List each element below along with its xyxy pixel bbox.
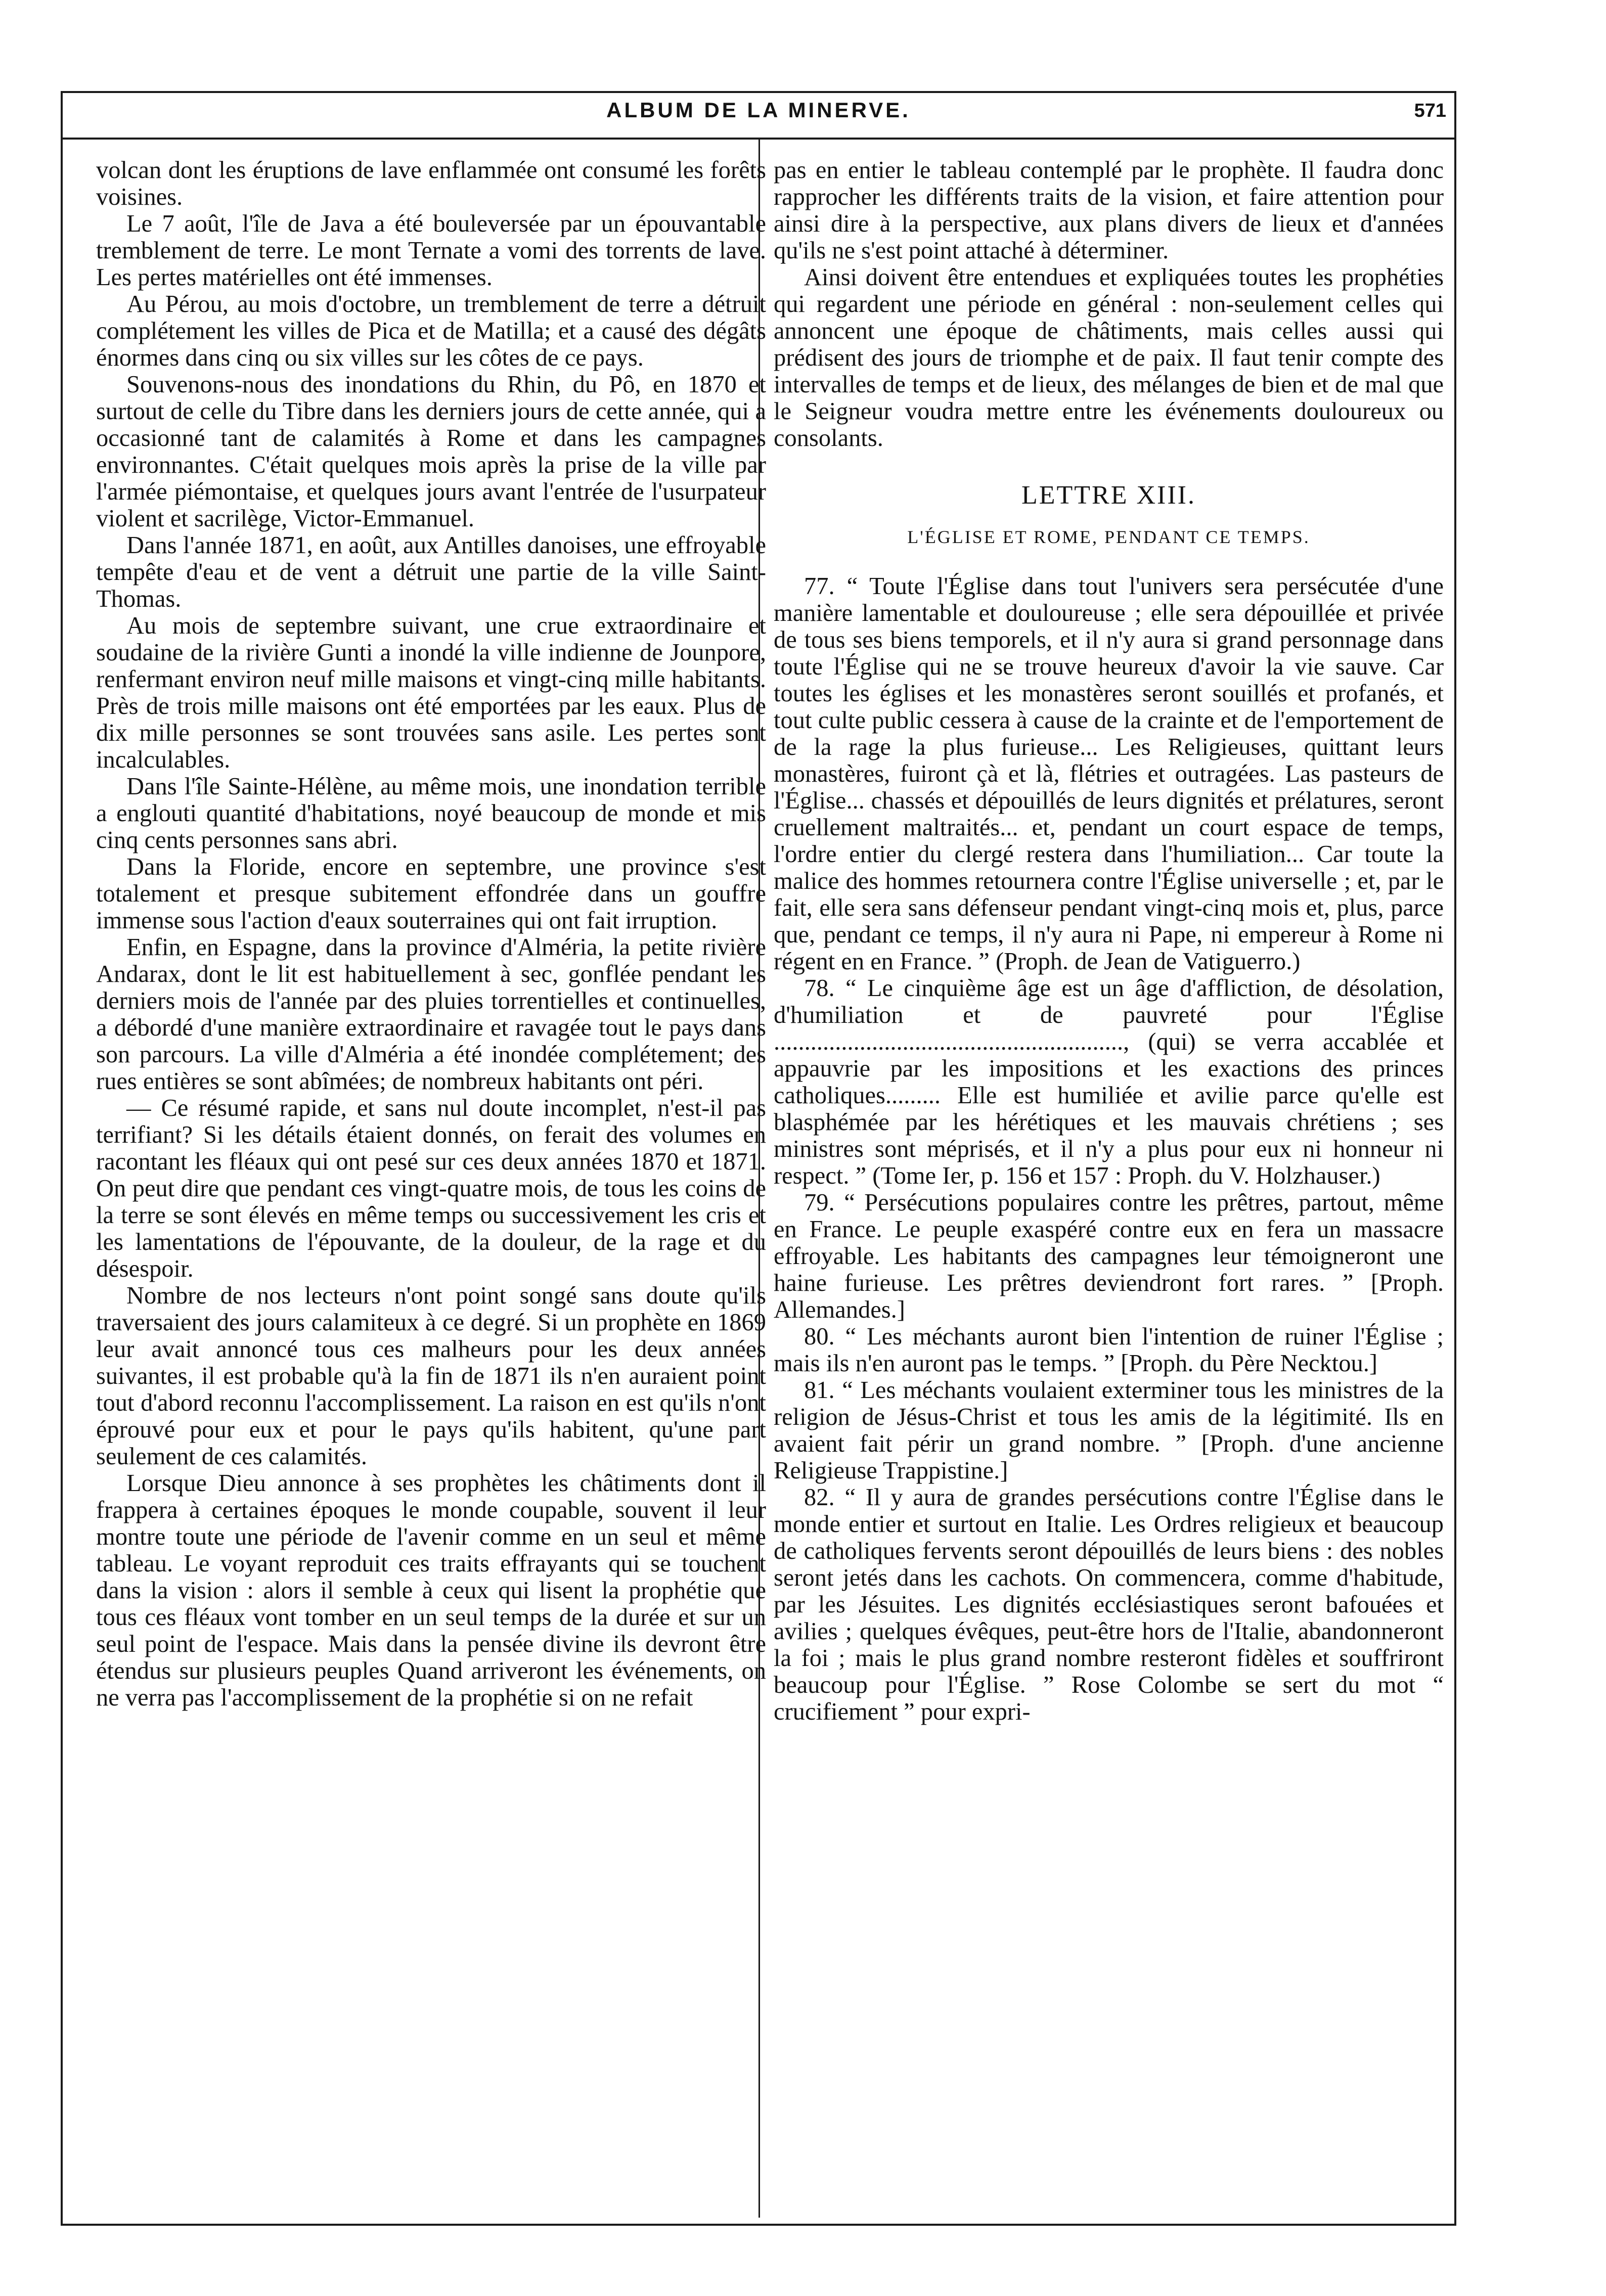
- quote-paragraph: 78. “ Le cinquième âge est un âge d'affliction, de désolation, d'humiliation et de pauvreté pour l'Église ........................................................., (qui) se verra accablée et appauvrie par les impositions et les exactions des princes catholiques......... Elle est humiliée et avilie parce qu'elle est blasphémée par les hérétiques et les mauvais chrétiens ; ses ministres sont méprisés, et il n'y a plus pour eux ni honneur ni respect. ” (Tome Ier, p. 156 et 157 : Proph. du V. Holzhauser.): [774, 975, 1444, 1189]
- letter-heading: LETTRE XIII.: [1021, 481, 1196, 510]
- running-title: ALBUM DE LA MINERVE.: [606, 98, 911, 122]
- paragraph: Ainsi doivent être entendues et expliquées toutes les prophéties qui regardent une période en général : non-seulement celles qui annoncent une époque de châtiments, mais celles aussi qui prédisent des jours de triomphe et de paix. Il faut tenir compte des intervalles de temps et de lieux, des mélanges de bien et de mal que le Seigneur voudra mettre entre les événements douloureux ou consolants.: [774, 264, 1444, 452]
- page-header: [61, 95, 1456, 136]
- paragraph: Dans la Floride, encore en septembre, une province s'est totalement et presque subitement effondrée dans un gouffre immense sous l'action d'eaux souterraines qui ont fait irruption.: [96, 853, 766, 934]
- page-number: 571: [1414, 100, 1446, 121]
- quote-paragraph: 82. “ Il y aura de grandes persécutions contre l'Église dans le monde entier et surtout en Italie. Les Ordres religieux et beaucoup de catholiques fervents seront dépouillés de leurs biens : des nobles seront jetés dans les cachots. On commencera, comme d'habitude, par les Jésuites. Les dignités ecclésiastiques seront bafouées et avilies ; quelques évêques, peut-être hors de l'Italie, abandonneront la foi ; mais le plus grand nombre resteront fidèles et souffriront beaucoup pour l'Église. ” Rose Colombe se sert du mot “ crucifiement ” pour expri-: [774, 1484, 1444, 1725]
- paragraph: Lorsque Dieu annonce à ses prophètes les châtiments dont il frappera à certaines époques le monde coupable, souvent il leur montre toute une période de l'avenir comme en un seul et même tableau. Le voyant reproduit ces traits effrayants qui se touchent dans la vision : alors il semble à ceux qui lisent la prophétie que tous ces fléaux vont tomber en un seul temps de la durée et sur un seul point de l'espace. Mais dans la pensée divine ils devront être étendus sur plusieurs peuples Quand arriveront les événements, on ne verra pas l'accomplissement de la prophétie si on ne refait: [96, 1470, 766, 1711]
- right-column: [774, 157, 1444, 2204]
- frame-left-rule: [61, 91, 63, 2225]
- paragraph: Dans l'île Sainte-Hélène, au même mois, une inondation terrible a englouti quantité d'habitations, noyé beaucoup de monde et mis cinq cents personnes sans abri.: [96, 773, 766, 853]
- paragraph: — Ce résumé rapide, et sans nul doute incomplet, n'est-il pas terrifiant? Si les détails étaient donnés, on ferait des volumes en racontant les fléaux qui ont pesé sur ces deux années 1870 et 1871. On peut dire que pendant ces vingt-quatre mois, de tous les coins de la terre se sont élevés en même temps ou successivement les cris et les lamentations de l'épouvante, de la douleur, de la rage et du désespoir.: [96, 1095, 766, 1282]
- paragraph: volcan dont les éruptions de lave enflammée ont consumé les forêts voisines.: [96, 157, 766, 210]
- paragraph: pas en entier le tableau contemplé par le prophète. Il faudra donc rapprocher les différents traits de la vision, et faire attention pour ainsi dire à la perspective, aux plans divers de lieux et d'années qu'ils ne s'est point attaché à déterminer.: [774, 157, 1444, 264]
- paragraph: Au Pérou, au mois d'octobre, un tremblement de terre a détruit complétement les villes de Pica et de Matilla; et a causé des dégâts énormes dans cinq ou six villes sur les côtes de ce pays.: [96, 291, 766, 371]
- paragraph: Le 7 août, l'île de Java a été bouleversée par un épouvantable tremblement de terre. Le mont Ternate a vomi des torrents de lave. Les pertes matérielles ont été immenses.: [96, 210, 766, 291]
- paragraph: Enfin, en Espagne, dans la province d'Alméria, la petite rivière Andarax, dont le lit est habituellement à sec, gonflée pendant les derniers mois de l'année par des pluies torrentielles et continuelles, a débordé d'une manière extraordinaire et ravagée tout le pays dans son parcours. La ville d'Alméria a été inondée complétement; des rues entières se sont abîmées; de nombreux habitants ont péri.: [96, 934, 766, 1095]
- paragraph: Nombre de nos lecteurs n'ont point songé sans doute qu'ils traversaient des jours calamiteux à ce degré. Si un prophète en 1869 leur avait annoncé tous ces malheurs pour les deux années suivantes, il est probable qu'à la fin de 1871 ils n'en auraient point tout d'abord reconnu l'accomplissement. La raison en est qu'ils n'ont éprouvé pour eux et pour le pays qu'ils habitent, qu'une part seulement de ces calamités.: [96, 1282, 766, 1470]
- quote-paragraph: 79. “ Persécutions populaires contre les prêtres, partout, même en France. Le peuple exaspéré contre eux en fera un massacre effroyable. Les habitants des campagnes leur témoigneront une haine furieuse. Les prêtres deviendront fort rares. ” [Proph. Allemandes.]: [774, 1189, 1444, 1323]
- paragraph: Au mois de septembre suivant, une crue extraordinaire et soudaine de la rivière Gunti a inondé la ville indienne de Jounpore, renfermant environ neuf mille maisons et vingt-cinq mille habitants. Près de trois mille maisons ont été emportées par les eaux. Plus de dix mille personnes se sont trouvées sans asile. Les pertes sont incalculables.: [96, 612, 766, 773]
- frame-top-rule: [61, 91, 1456, 93]
- quote-paragraph: 81. “ Les méchants voulaient exterminer tous les ministres de la religion de Jésus-Christ et tous les amis de la légitimité. Ils en avaient fait périr un grand nombre. ” [Proph. d'une ancienne Religieuse Trappistine.]: [774, 1377, 1444, 1484]
- quote-paragraph: 77. “ Toute l'Église dans tout l'univers sera persécutée d'une manière lamentable et douloureuse ; elle sera dépouillée et privée de tous ses biens temporels, et il n'y aura si grand personnage dans toute l'Église qui ne se trouve heureux d'avoir la vie sauve. Car toutes les églises et les monastères seront souillés et profanés, et tout culte public cessera à cause de la crainte et de l'emportement de de la rage la plus furieuse... Les Religieuses, quittant leurs monastères, fuiront çà et là, flétries et outragées. Las pasteurs de l'Église... chassés et dépouillés de leurs dignités et prélatures, seront cruellement maltraités... et, pendant un court espace de temps, l'ordre entier du clergé restera dans l'humiliation... Car toute la malice des hommes retournera contre l'Église universelle ; et, par le fait, elle sera sans défenseur pendant vingt-cinq mois et, plus, parce que, pendant ce temps, il n'y aura ni Pape, ni empereur à Rome ni régent en en France. ” (Proph. de Jean de Vatiguerro.): [774, 573, 1444, 975]
- letter-subheading: L'ÉGLISE ET ROME, PENDANT CE TEMPS.: [907, 527, 1310, 547]
- left-column: [96, 157, 766, 2204]
- paragraph: Souvenons-nous des inondations du Rhin, du Pô, en 1870 et surtout de celle du Tibre dans les derniers jours de cette année, qui a occasionné tant de calamités à Rome et dans les campagnes environnantes. C'était quelques mois après la prise de la ville par l'armée piémontaise, et quelques jours avant l'entrée de l'usurpateur violent et sacrilège, Victor-Emmanuel.: [96, 371, 766, 532]
- quote-paragraph: 80. “ Les méchants auront bien l'intention de ruiner l'Église ; mais ils n'en auront pas le temps. ” [Proph. du Père Necktou.]: [774, 1323, 1444, 1377]
- frame-right-rule: [1454, 91, 1456, 2225]
- frame-bottom-rule: [61, 2224, 1456, 2226]
- paragraph: Dans l'année 1871, en août, aux Antilles danoises, une effroyable tempête d'eau et de vent a détruit une partie de la ville Saint-Thomas.: [96, 532, 766, 612]
